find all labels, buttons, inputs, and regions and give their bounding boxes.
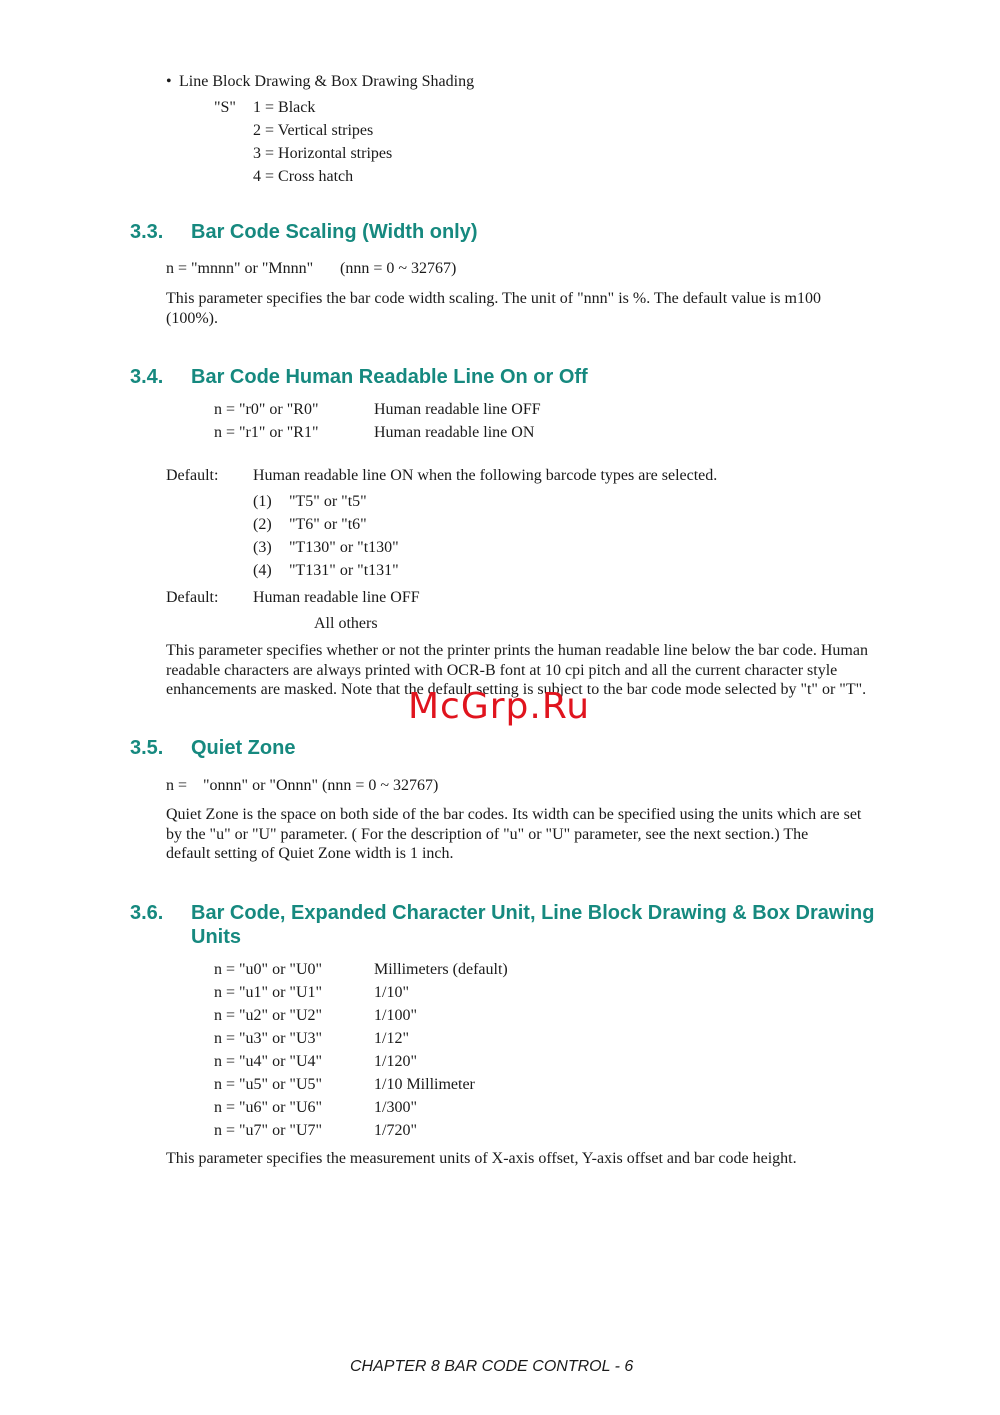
unit-meaning: Millimeters (default) [374,961,508,978]
unit-code: n = "u3" or "U3" [214,1030,323,1047]
type-value: "T5" or "t5" [289,493,367,510]
section-3-5-title: Quiet Zone [191,737,296,759]
section-3-3-desc: This parameter specifies the bar code width scaling. The unit of "nnn" is %. The default value is m100 [166,290,821,307]
section-3-3-desc: (100%). [166,310,218,327]
default-label: Default: [166,589,219,606]
section-3-4-desc: This parameter specifies whether or not the printer prints the human readable line below the bar code. Human [166,642,868,659]
unit-code: n = "u6" or "U6" [214,1099,323,1116]
unit-code: n = "u7" or "U7" [214,1122,323,1139]
section-3-3-number: 3.3. [130,221,164,243]
unit-meaning: 1/12" [374,1030,409,1047]
unit-code: n = "u1" or "U1" [214,984,323,1001]
all-others-text: All others [314,615,378,632]
unit-code: n = "u4" or "U4" [214,1053,323,1070]
section-3-5-desc: by the "u" or "U" parameter. ( For the description of "u" or "U" parameter, see the next section.) The [166,826,809,843]
unit-meaning: 1/720" [374,1122,417,1139]
unit-code: n = "u2" or "U2" [214,1007,323,1024]
section-3-6-title: Units [191,926,241,948]
shading-item: 2 = Vertical stripes [253,122,374,139]
unit-meaning: 1/10 Millimeter [374,1076,475,1093]
unit-meaning: 1/100" [374,1007,417,1024]
bullet: • [166,73,172,90]
section-3-5-syntax: n = "onnn" or "Onnn" (nnn = 0 ~ 32767) [166,777,439,794]
section-3-4-desc: enhancements are masked. Note that the default setting is subject to the bar code mode selected by "t" or "T". [166,681,867,698]
section-3-4-desc: readable characters are always printed with OCR-B font at 10 cpi pitch and all the current character style [166,662,838,679]
section-3-3-range: (nnn = 0 ~ 32767) [340,260,457,277]
section-3-4-title: Bar Code Human Readable Line On or Off [191,366,588,388]
section-3-3-title: Bar Code Scaling (Width only) [191,221,478,243]
unit-meaning: 1/120" [374,1053,417,1070]
section-3-4-number: 3.4. [130,366,164,388]
watermark: McGrp.Ru [408,686,591,727]
type-value: "T131" or "t131" [289,562,399,579]
section-3-5-desc: Quiet Zone is the space on both side of the bar codes. Its width can be specified using the units which are set [166,806,862,823]
param-meaning: Human readable line ON [374,424,535,441]
param-meaning: Human readable line OFF [374,401,541,418]
section-3-5-desc: default setting of Quiet Zone width is 1 inch. [166,845,454,862]
section-3-5-number: 3.5. [130,737,164,759]
shading-item: 1 = Black [253,99,316,116]
unit-meaning: 1/10" [374,984,409,1001]
param-code: n = "r1" or "R1" [214,424,319,441]
type-value: "T6" or "t6" [289,516,367,533]
section-3-6-title: Bar Code, Expanded Character Unit, Line Block Drawing & Box Drawing [191,902,875,924]
section-3-3-syntax: n = "mnnn" or "Mnnn" [166,260,314,277]
type-num: (2) [253,516,272,533]
page-footer: CHAPTER 8 BAR CODE CONTROL - 6 [350,1358,634,1375]
shading-param: "S" [214,99,236,116]
section-3-6-number: 3.6. [130,902,164,924]
shading-item: 4 = Cross hatch [253,168,354,185]
param-code: n = "r0" or "R0" [214,401,319,418]
section-3-6-desc: This parameter specifies the measurement units of X-axis offset, Y-axis offset and bar code height. [166,1150,797,1167]
shading-item: 3 = Horizontal stripes [253,145,393,162]
type-value: "T130" or "t130" [289,539,399,556]
type-num: (4) [253,562,272,579]
unit-code: n = "u5" or "U5" [214,1076,323,1093]
unit-meaning: 1/300" [374,1099,417,1116]
type-num: (3) [253,539,272,556]
default-label: Default: [166,467,219,484]
default-on-text: Human readable line ON when the following barcode types are selected. [253,467,718,484]
default-off-text: Human readable line OFF [253,589,420,606]
unit-code: n = "u0" or "U0" [214,961,323,978]
shading-title: Line Block Drawing & Box Drawing Shading [179,73,475,90]
type-num: (1) [253,493,272,510]
